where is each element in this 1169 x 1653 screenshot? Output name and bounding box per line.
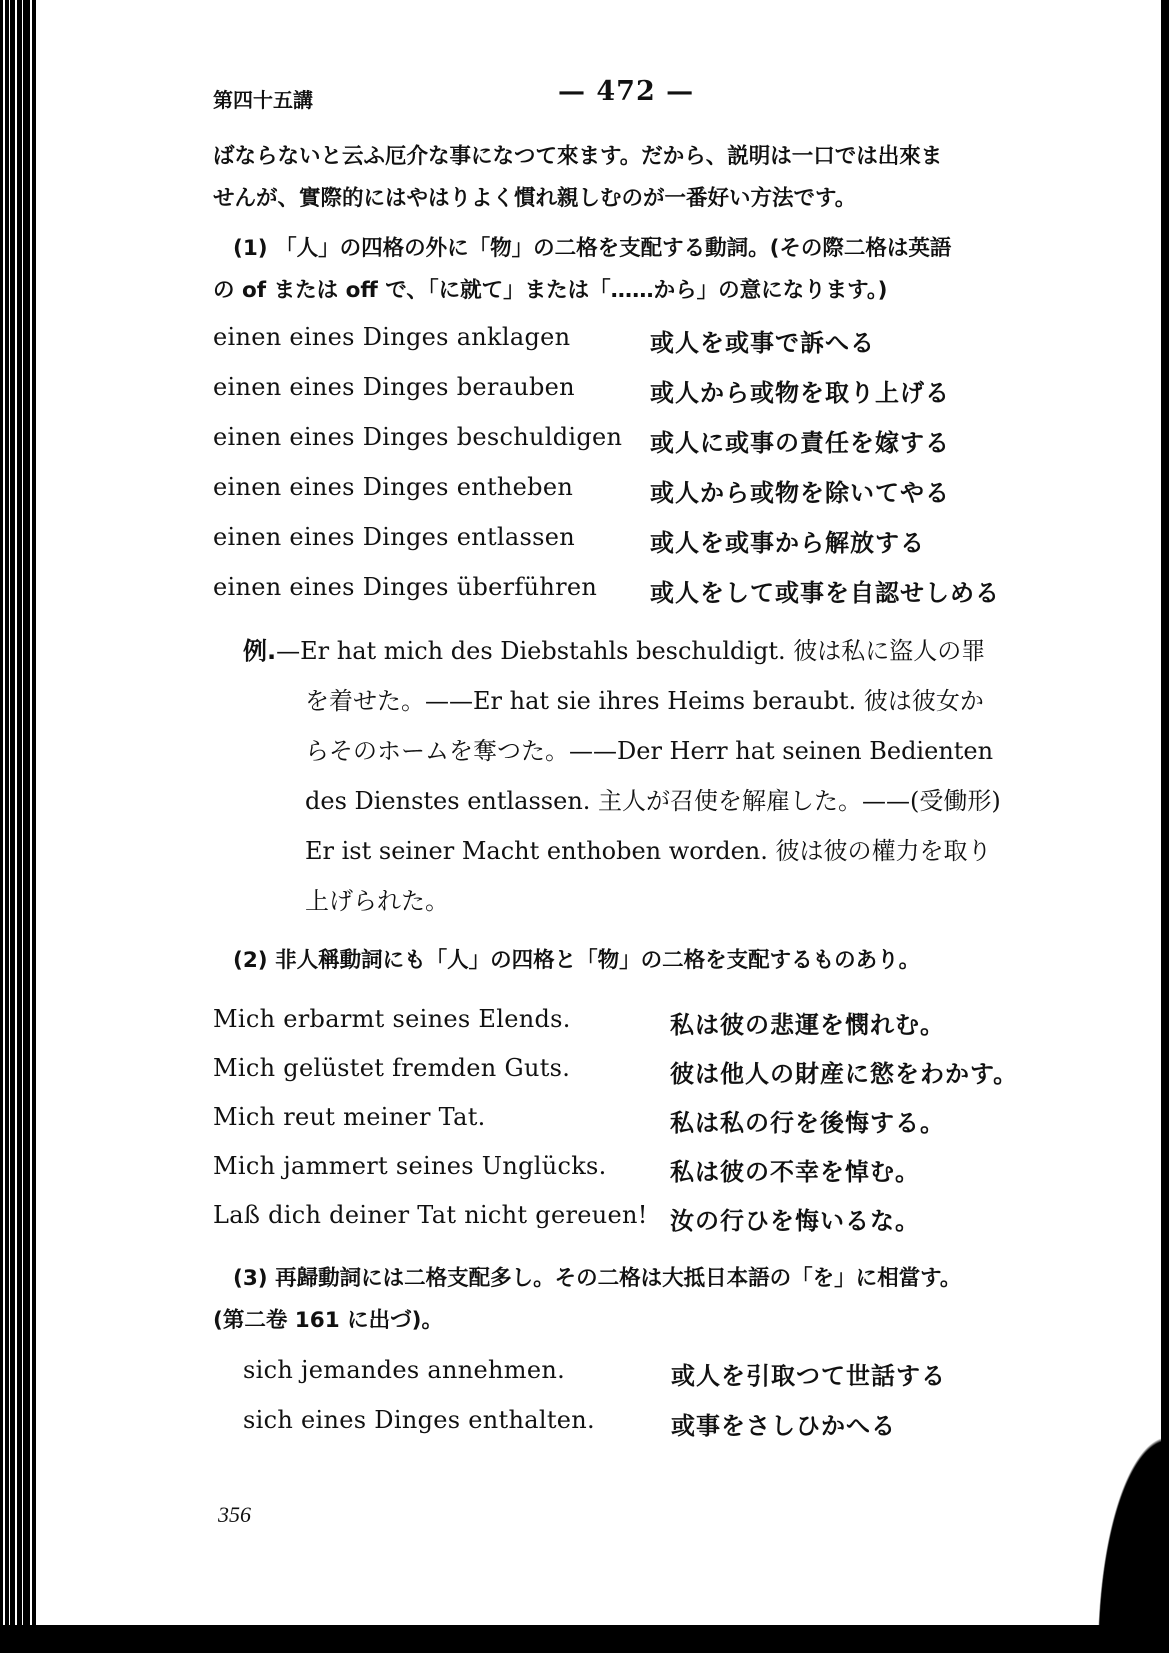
german-phrase: einen eines Dinges beschuldigen bbox=[213, 423, 623, 451]
german-phrase: Mich gelüstet fremden Guts. bbox=[213, 1054, 571, 1082]
section3-heading-line-2: (第二卷 161 に出づ)。 bbox=[213, 1308, 444, 1333]
section3-heading-line-1: (3) 再歸動詞には二格支配多し。その二格は大抵日本語の「を」に相當す。 bbox=[233, 1266, 962, 1291]
japanese-translation: 汝の行ひを悔いるな。 bbox=[670, 1207, 920, 1235]
german-phrase: sich eines Dinges enthalten. bbox=[243, 1406, 595, 1434]
scan-binding-edge bbox=[0, 0, 40, 1653]
section1-heading-line-2: の of または off で、「に就て」または「……から」の意になります。) bbox=[213, 278, 888, 303]
german-phrase: sich jemandes annehmen. bbox=[243, 1356, 566, 1384]
example-line-2: を着せた。——Er hat sie ihres Heims beraubt. 彼は彼女か bbox=[305, 687, 984, 715]
german-phrase: einen eines Dinges entheben bbox=[213, 473, 574, 501]
scan-corner-shadow bbox=[1079, 1380, 1169, 1653]
japanese-translation: 彼は他人の財産に慾をわかす。 bbox=[670, 1060, 1019, 1088]
japanese-translation: 或人を或事で訴へる bbox=[650, 329, 875, 357]
japanese-translation: 或人を引取つて世話する bbox=[671, 1362, 946, 1390]
japanese-translation: 或事をさしひかへる bbox=[671, 1412, 896, 1440]
scan-bottom-edge bbox=[0, 1625, 1169, 1653]
intro-line-1: ばならないと云ふ厄介な事になつて來ます。だから、説明は一口では出來ま bbox=[213, 144, 943, 169]
section1-heading-line-1: (1) 「人」の四格の外に「物」の二格を支配する動詞。(その際二格は英語 bbox=[233, 236, 952, 261]
japanese-translation: 私は彼の不幸を悼む。 bbox=[670, 1158, 920, 1186]
japanese-translation: 或人に或事の責任を嫁する bbox=[650, 429, 950, 457]
page-number: — 472 — bbox=[558, 76, 695, 107]
intro-line-2: せんが、實際的にはやはりよく慣れ親しむのが一番好い方法です。 bbox=[213, 186, 857, 211]
intro-paragraph bbox=[213, 136, 1063, 220]
example-line-5: Er ist seiner Macht enthoben worden. 彼は彼の權力を取り bbox=[305, 837, 992, 865]
section1-heading bbox=[213, 228, 1083, 312]
german-phrase: Mich jammert seines Unglücks. bbox=[213, 1152, 607, 1180]
example-label: 例. bbox=[243, 637, 277, 665]
japanese-translation: 私は彼の悲運を憫れむ。 bbox=[670, 1011, 945, 1039]
german-phrase: Mich erbarmt seines Elends. bbox=[213, 1005, 571, 1033]
german-phrase: einen eines Dinges berauben bbox=[213, 373, 575, 401]
example-line-4: des Dienstes entlassen. 主人が召使を解雇した。——(受働形) bbox=[305, 787, 1001, 815]
example-line-6: 上げられた。 bbox=[305, 887, 449, 915]
german-phrase: Laß dich deiner Tat nicht gereuen! bbox=[213, 1201, 648, 1229]
example-block bbox=[243, 626, 1063, 926]
book-page-number: 356 bbox=[218, 1502, 251, 1527]
example-line-1 bbox=[243, 626, 1063, 676]
section2-heading: (2) 非人稱動詞にも「人」の四格と「物」の二格を支配するものあり。 bbox=[233, 948, 921, 973]
example-text: —Er hat mich des Diebstahls beschuldigt. 彼は私に盜人の罪 bbox=[276, 637, 986, 665]
german-phrase: einen eines Dinges entlassen bbox=[213, 523, 575, 551]
japanese-translation: 或人を或事から解放する bbox=[650, 529, 925, 557]
japanese-translation: 或人から或物を取り上げる bbox=[650, 379, 950, 407]
example-line-3: らそのホームを奪つた。——Der Herr hat seinen Bedienten bbox=[305, 737, 994, 765]
japanese-translation: 私は私の行を後悔する。 bbox=[670, 1109, 945, 1137]
german-phrase: einen eines Dinges anklagen bbox=[213, 323, 571, 351]
chapter-heading: 第四十五講 bbox=[213, 88, 313, 112]
japanese-translation: 或人をして或事を自認せしめる bbox=[650, 579, 1000, 607]
japanese-translation: 或人から或物を除いてやる bbox=[650, 479, 950, 507]
german-phrase: Mich reut meiner Tat. bbox=[213, 1103, 486, 1131]
section3-heading bbox=[213, 1258, 1083, 1342]
german-phrase: einen eines Dinges überführen bbox=[213, 573, 598, 601]
